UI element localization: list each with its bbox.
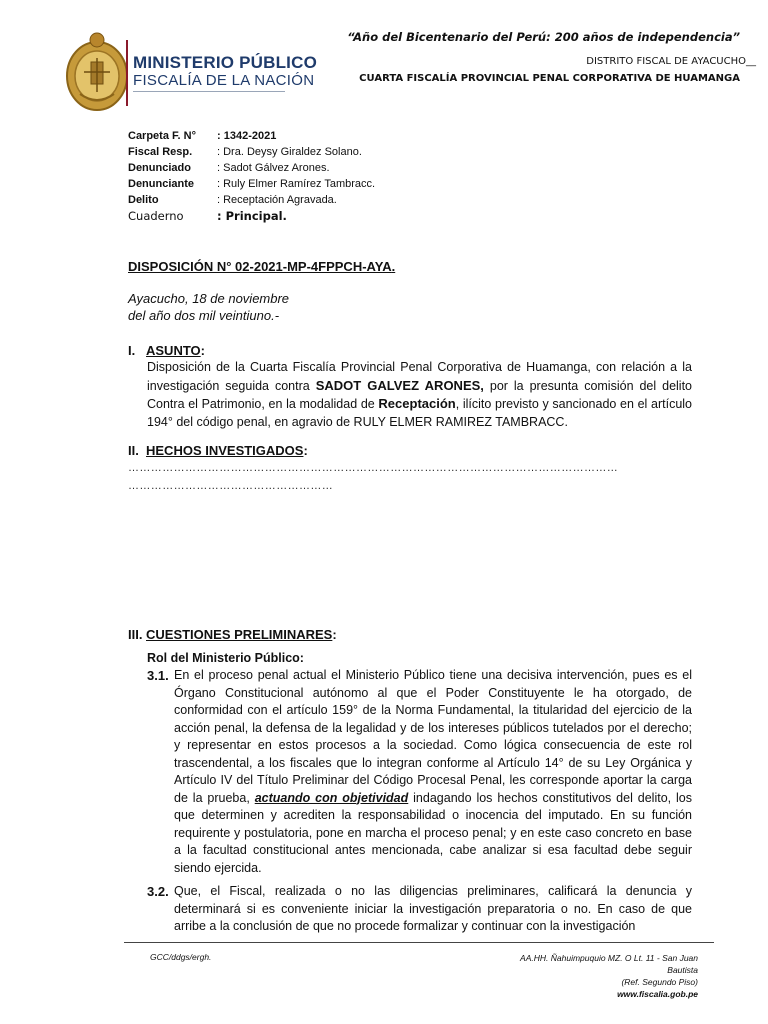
section-number: II. — [128, 443, 139, 458]
case-info-label: Denunciado — [128, 162, 191, 174]
office-label: CUARTA FISCALÍA PROVINCIAL PENAL CORPORATIVA DE HUAMANGA — [359, 73, 740, 84]
item-number: 3.1. — [147, 668, 169, 683]
section-title: CUESTIONES PRELIMINARES — [146, 627, 333, 642]
crime-name: Receptación — [378, 396, 456, 411]
section-number: I. — [128, 343, 136, 358]
year-motto: “Año del Bicentenario del Perú: 200 años de independencia” — [347, 30, 740, 44]
case-info-label: Cuaderno — [128, 209, 184, 223]
ministerio-publico-seal — [64, 32, 130, 112]
case-info-value: : 1342-2021 — [217, 130, 277, 142]
place-date-line: Ayacucho, 18 de noviembre — [128, 291, 290, 306]
subheading-rol: Rol del Ministerio Público: — [147, 651, 304, 665]
logo-separator — [126, 40, 128, 106]
footer-address — [520, 952, 698, 1000]
asunto-paragraph: Disposición de la Cuarta Fiscalía Provincial Penal Corporativa de Huamanga, con relación a la investigación seguida contra SADOT GALVEZ ARONES, por la presunta comisión del delito Contra el Patrimonio, en la modalidad de Receptación, ilícito previsto y sancionado en el artículo 194° del código penal, en agravio de RULY ELMER RAMIREZ TAMBRACC. — [147, 360, 693, 429]
case-info-value: : Ruly Elmer Ramírez Tambracc. — [217, 178, 376, 190]
district-label: DISTRITO FISCAL DE AYACUCHO__ — [586, 56, 756, 67]
placeholder-dots: ……………………………………………… — [128, 480, 334, 492]
disposition-title: DISPOSICIÓN N° 02-2021-MP-4FPPCH-AYA. — [128, 259, 396, 274]
footer-website: www.fiscalia.gob.pe — [617, 989, 698, 999]
defendant-name: SADOT GALVEZ ARONES, — [315, 377, 484, 393]
section-title: ASUNTO — [146, 343, 201, 358]
section-heading-cuestiones: III. CUESTIONES PRELIMINARES: — [128, 627, 337, 642]
item-number: 3.2. — [147, 884, 169, 899]
footer-divider — [124, 942, 714, 943]
footer-address-line: AA.HH. Ñahuimpuquio MZ. O Lt. 11 - San Juan — [520, 953, 698, 963]
case-info-label: Carpeta F. N° — [128, 130, 196, 142]
footer-address-line: Bautista — [667, 965, 698, 975]
item-paragraph: Que, el Fiscal, realizada o no las diligencias preliminares, calificará la denuncia y determinará si es conveniente iniciar la investigación preparatoria o no. En caso de que arribe a la conclusión de que no procede formalizar y continuar con la investigación — [174, 884, 692, 933]
logo-underline — [133, 91, 285, 92]
footer-address-line: (Ref. Segundo Piso) — [621, 977, 698, 987]
case-info-label: Denunciante — [128, 178, 195, 190]
case-info-value: : Sadot Gálvez Arones. — [217, 162, 330, 174]
emphasis-text: actuando con objetividad — [254, 790, 409, 805]
case-info-label: Delito — [128, 194, 159, 206]
logo-subtitle: FISCALÍA DE LA NACIÓN — [133, 72, 315, 89]
case-info-value: : Principal. — [217, 209, 287, 223]
section-heading-asunto: I. ASUNTO: — [128, 343, 205, 358]
logo-title: MINISTERIO PÚBLICO — [133, 53, 317, 72]
footer-initials: GCC/ddgs/ergh. — [150, 952, 212, 962]
case-info-label: Fiscal Resp. — [128, 146, 193, 158]
placeholder-dots: ………………………………………………………………………………………………………………… — [128, 462, 619, 474]
section-heading-hechos: II. HECHOS INVESTIGADOS: — [128, 443, 308, 458]
case-info-value: : Dra. Deysy Giraldez Solano. — [217, 146, 362, 158]
item-paragraph: En el proceso penal actual el Ministerio Público tiene una decisiva intervención, pues es el Órgano Constitucional autónomo al que el Poder Constituyente le ha otorgado, de conformidad con el artículo 159° de la Norma Fundamental, la titularidad del ejercicio de la acción penal, la defensa de la legalidad y de los intereses públicos tutelados por el derecho; y representar en estos procesos a la sociedad. Como lógica consecuencia de este rol trascendental, a los fiscales que lo integran conforme al Artículo 14° de su Ley Orgánica y Artículo IV del Título Preliminar del Código Procesal Penal, les corresponde aportar la carga de la prueba, actuando con objetividad indagando los hechos constitutivos del delito, los que determinen y acrediten la responsabilidad o inocencia del imputado. En su función requirente y postulatoria, pone en marcha el proceso penal; y en este caso concreto en base a la facultad constitucional antes mencionada, cabe analizar si esa facultad debe seguir siendo ejercida. — [174, 668, 692, 875]
section-title: HECHOS INVESTIGADOS — [146, 443, 304, 458]
section-number: III. — [128, 627, 143, 642]
case-info-value: : Receptación Agravada. — [217, 194, 337, 206]
place-date-line: del año dos mil veintiuno.- — [128, 308, 280, 323]
